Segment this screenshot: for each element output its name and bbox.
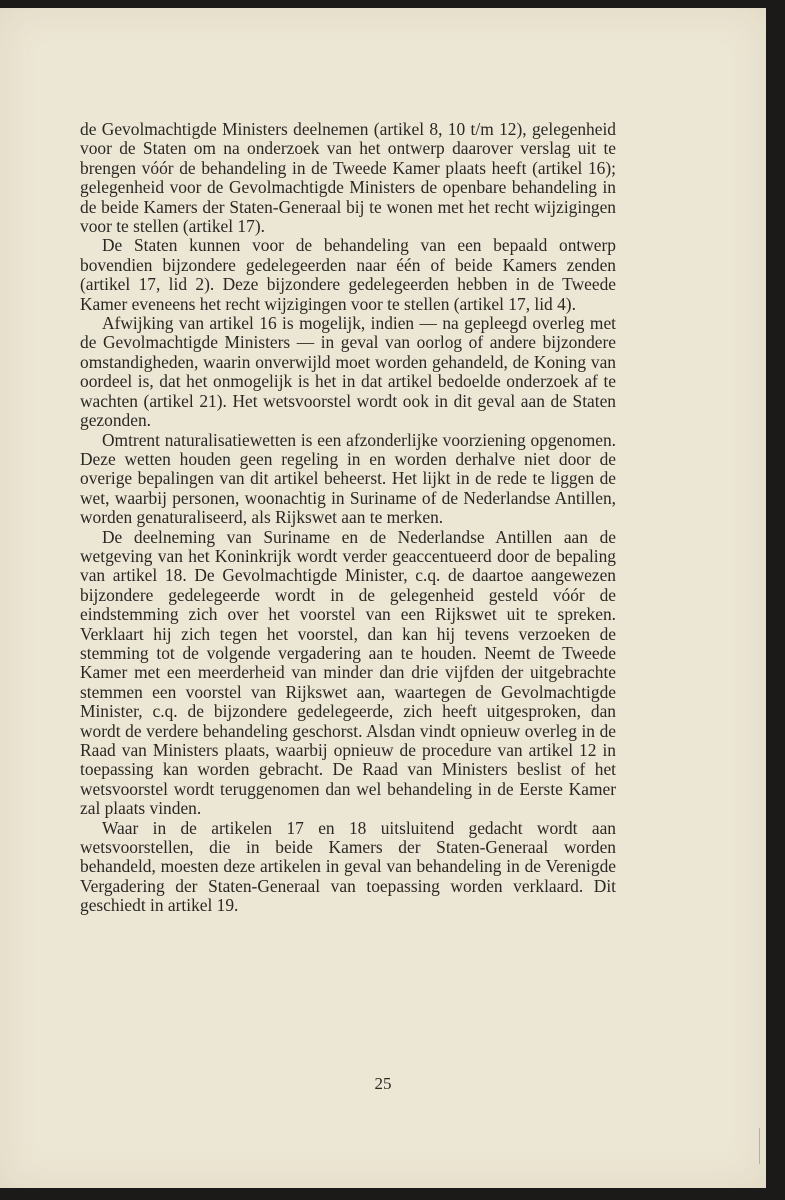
paragraph-2: De Staten kunnen voor de behandeling van een bepaald ontwerp bovendien bijzondere gedelegeerden naar één of beide Kamers zenden (artikel 17, lid 2). Deze bijzondere gedelegeerden hebben in de Tweede Kamer eveneens het recht wijzigingen voor te stellen (artikel 17, lid 4). [80, 235, 616, 314]
paragraph-1: de Gevolmachtigde Ministers deelnemen (artikel 8, 10 t/m 12), gelegenheid voor de Staten om na onderzoek van het ontwerp daarover verslag uit te brengen vóór de behandeling in de Tweede Kamer plaats heeft (artikel 16); gelegenheid voor de Gevolmachtigde Ministers de openbare behandeling in de beide Kamers der Staten-Generaal bij te wonen met het recht wijzigingen voor te stellen (artikel 17). [80, 119, 616, 237]
paragraph-5: De deelneming van Suriname en de Nederlandse Antillen aan de wetgeving van het Koninkrijk wordt verder geaccentueerd door de bepaling van artikel 18. De Gevolmachtigde Minister, c.q. de daartoe aangewezen bijzondere gedelegeerde wordt in de gelegenheid gesteld vóór de eindstemming zich over het voorstel van een Rijkswet uit te spreken. Verklaart hij zich tegen het voorstel, dan kan hij tevens verzoeken de stemming tot de volgende vergadering aan te houden. Neemt de Tweede Kamer met een meerderheid van minder dan drie vijfden der uitgebrachte stemmen een voorstel van Rijkswet aan, waartegen de Gevolmachtigde Minister, c.q. de bijzondere gedelegeerde, zich heeft uitgesproken, dan wordt de verdere behandeling geschorst. Alsdan vindt opnieuw overleg in de Raad van Ministers plaats, waarbij opnieuw de procedure van artikel 12 in toepassing kan worden gebracht. De Raad van Ministers beslist of het wetsvoorstel wordt teruggenomen dan wel behandeling in de Eerste Kamer zal plaats vinden. [80, 526, 616, 819]
paper-edge-mark [759, 1128, 760, 1164]
paragraph-6: Waar in de artikelen 17 en 18 uitsluitend gedacht wordt aan wetsvoorstellen, die in beide Kamers der Staten-Generaal worden behandeld, moesten deze artikelen in geval van behandeling in de Verenigde Vergadering der Staten-Generaal van toepassing worden verklaard. Dit geschiedt in artikel 19. [80, 817, 616, 916]
page-number: 25 [374, 1074, 392, 1093]
body-text [80, 120, 616, 916]
paper-sheet [0, 8, 766, 1188]
paragraph-3: Afwijking van artikel 16 is mogelijk, indien — na gepleegd overleg met de Gevolmachtigde Ministers — in geval van oorlog of andere bijzondere omstandigheden, waarin onverwijld moet worden gehandeld, de Koning van oordeel is, dat het onmogelijk is het in dat artikel bedoelde onderzoek af te wachten (artikel 21). Het wetsvoorstel wordt ook in dit geval aan de Staten gezonden. [80, 313, 616, 431]
paragraph-4: Omtrent naturalisatiewetten is een afzonderlijke voorziening opgenomen. Deze wetten houden geen regeling in en worden derhalve niet door de overige bepalingen van dit artikel beheerst. Het lijkt in de rede te liggen de wet, waarbij personen, woonachtig in Suriname of de Nederlandse Antillen, worden genaturaliseerd, als Rijkswet aan te merken. [80, 429, 616, 528]
